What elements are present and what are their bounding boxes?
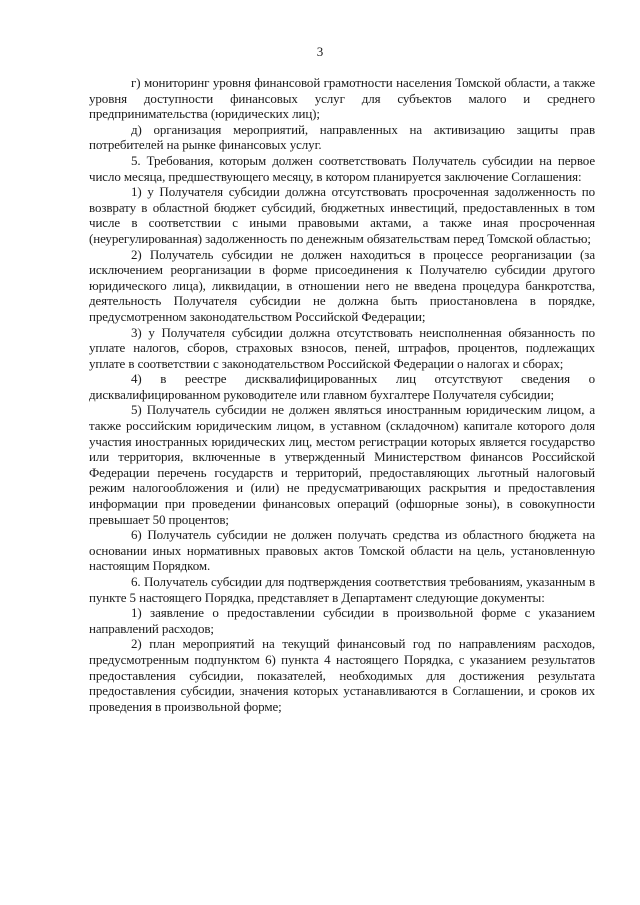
paragraph-item-d: д) организация мероприятий, направленных на активизацию защиты прав потребителей на рынке финансовых услуг.: [89, 121, 595, 153]
paragraph-requirement-6: 6) Получатель субсидии не должен получать средства из областного бюджета на основании иных нормативных правовых актов Томской области на цель, установленную настоящим Порядком.: [89, 527, 595, 574]
paragraph-section-6: 6. Получатель субсидии для подтверждения соответствия требованиям, указанным в пункте 5 настоящего Порядка, представляет в Департамент следующие документы:: [89, 574, 595, 605]
paragraph-document-1: 1) заявление о предоставлении субсидии в произвольной форме с указанием направлений расходов;: [89, 605, 595, 636]
paragraph-document-2: 2) план мероприятий на текущий финансовый год по направлениям расходов, предусмотренным подпунктом 6) пункта 4 настоящего Порядка, с указанием результатов предоставления субсидии, показателей, необходимых для достижения результата предоставления субсидии, значения которых устанавливаются в Соглашении, и сроков их проведения в произвольной форме;: [89, 636, 595, 714]
paragraph-section-5: 5. Требования, которым должен соответствовать Получатель субсидии на первое число месяца, предшествующего месяцу, в котором планируется заключение Соглашения:: [89, 152, 595, 184]
document-body: [89, 75, 595, 714]
paragraph-requirement-3: 3) у Получателя субсидии должна отсутствовать неисполненная обязанность по уплате налогов, сборов, страховых взносов, пеней, штрафов, процентов, подлежащих уплате в соответствии с законодательством Российской Федерации о налогах и сборах;: [89, 324, 595, 371]
paragraph-item-g: г) мониторинг уровня финансовой грамотности населения Томской области, а также уровня доступности финансовых услуг для субъектов малого и среднего предпринимательства (юридических лиц);: [89, 75, 595, 122]
paragraph-requirement-4: 4) в реестре дисквалифицированных лиц отсутствуют сведения о дисквалифицированном руководителе или главном бухгалтере Получателя субсидии;: [89, 371, 595, 402]
page-number: 3: [316, 44, 324, 59]
paragraph-requirement-2: 2) Получатель субсидии не должен находиться в процессе реорганизации (за исключением реорганизации в форме присоединения к Получателю субсидии другого юридического лица), ликвидации, в отношении него не введена процедура банкротства, деятельность Получателя субсидии не должна быть приостановлена в порядке, предусмотренном законодательством Российской Федерации;: [89, 246, 595, 324]
paragraph-requirement-1: 1) у Получателя субсидии должна отсутствовать просроченная задолженность по возврату в областной бюджет субсидий, бюджетных инвестиций, предоставленных в том числе в соответствии с иными правовыми актами, а также иная просроченная (неурегулированная) задолженность по денежным обязательствам перед Томской областью;: [89, 184, 595, 246]
paragraph-requirement-5: 5) Получатель субсидии не должен являться иностранным юридическим лицом, а также российским юридическим лицом, в уставном (складочном) капитале которого доля участия иностранных юридических лиц, местом регистрации которых является государство или территория, включенные в утвержденный Министерством финансов Российской Федерации перечень государств и территорий, предоставляющих льготный налоговый режим налогообложения и (или) не предусматривающих раскрытия и предоставления информации при проведении финансовых операций (офшорные зоны), в совокупности превышает 50 процентов;: [89, 402, 595, 527]
